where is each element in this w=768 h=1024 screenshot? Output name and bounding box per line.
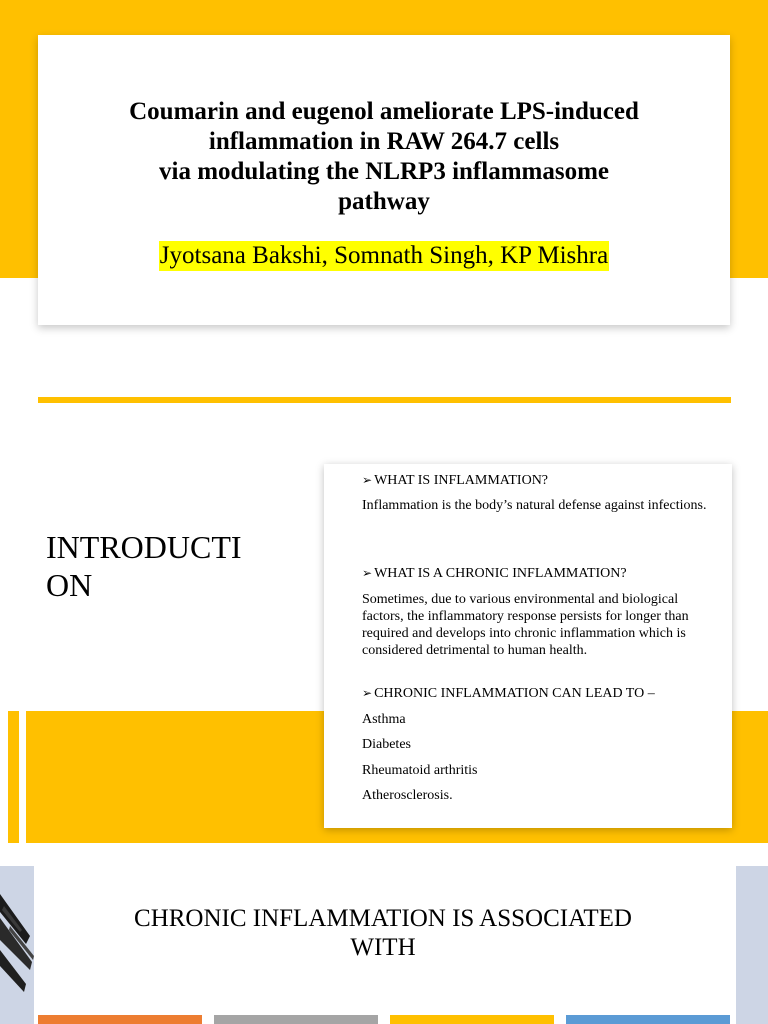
condition-item: Diabetes — [362, 737, 411, 752]
slide2-left-strip — [8, 711, 19, 843]
tile-gray — [214, 1015, 378, 1024]
arrow-bullet-icon: ➢ — [362, 473, 373, 487]
authors: Jyotsana Bakshi, Somnath Singh, KP Mishra — [159, 242, 609, 269]
answer-inflammation: Inflammation is the body’s natural defense against infections. — [362, 498, 707, 513]
brush-stroke-decoration — [0, 866, 34, 1024]
arrow-bullet-icon: ➢ — [362, 566, 373, 580]
condition-item: Rheumatoid arthritis — [362, 763, 478, 778]
authors-container — [38, 241, 730, 271]
slide3-right-panel — [736, 866, 768, 1024]
title-line: pathway — [338, 188, 430, 215]
heading-line: WITH — [350, 934, 416, 961]
introduction-content-card — [324, 464, 732, 828]
tile-yellow — [390, 1015, 554, 1024]
question-chronic-inflammation: ➢ WHAT IS A CHRONIC INFLAMMATION? — [362, 566, 627, 581]
title-line: via modulating the NLRP3 inflammasome — [159, 158, 609, 185]
presentation-title — [58, 97, 710, 217]
slide3-heading — [80, 904, 686, 962]
heading-line: ON — [46, 567, 93, 603]
heading-line: CHRONIC INFLAMMATION IS ASSOCIATED — [134, 905, 632, 932]
condition-item: Asthma — [362, 712, 406, 727]
introduction-heading — [46, 528, 286, 604]
condition-item: Atherosclerosis. — [362, 788, 453, 803]
arrow-bullet-icon: ➢ — [362, 686, 373, 700]
title-card — [38, 35, 730, 325]
tile-orange — [38, 1015, 202, 1024]
question-what-is-inflammation: ➢ WHAT IS INFLAMMATION? — [362, 473, 549, 488]
title-line: Coumarin and eugenol ameliorate LPS-induced — [129, 98, 639, 125]
heading-line: INTRODUCTI — [46, 529, 242, 565]
slide2-top-rule — [38, 397, 731, 403]
title-line: inflammation in RAW 264.7 cells — [208, 128, 560, 155]
answer-chronic-inflammation: Sometimes, due to various environmental and biological factors, the inflammatory response persists for longer than required and develops into chronic inflammation which is considered detrimental to human health. — [362, 592, 689, 658]
tile-blue — [566, 1015, 730, 1024]
question-can-lead-to: ➢ CHRONIC INFLAMMATION CAN LEAD TO – — [362, 686, 655, 701]
